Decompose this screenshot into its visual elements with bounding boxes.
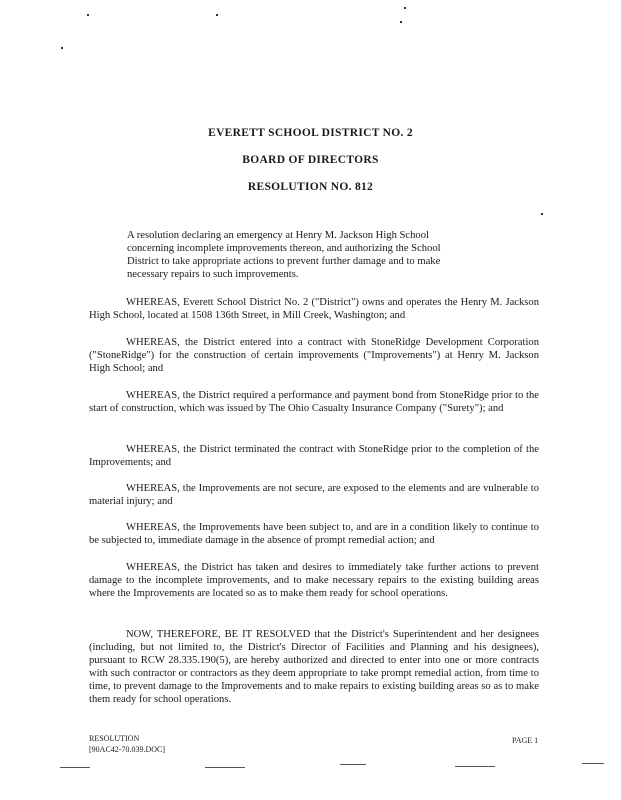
board-heading: BOARD OF DIRECTORS (242, 154, 379, 166)
scan-artifact-line (60, 767, 90, 768)
recital-paragraph: WHEREAS, the District required a performance and payment bond from StoneRidge prior to the start of construction, which was issued by The Ohio Casualty Insurance Company ("Surety"); and (89, 390, 539, 414)
scan-speck (216, 14, 218, 16)
recital-paragraph: WHEREAS, the District entered into a contract with StoneRidge Development Corporation ("StoneRidge") for the construction of certain improvements ("Improvements") at Henry M. Jackson High School; and (89, 337, 539, 374)
scan-artifact-line (205, 767, 245, 768)
scan-speck (404, 7, 406, 9)
scan-speck (61, 47, 63, 49)
recital-paragraph: WHEREAS, the Improvements have been subject to, and are in a condition likely to continue to be subjected to, immediate damage in the absence of prompt remedial action; and (89, 522, 539, 546)
footer-page-number: PAGE 1 (512, 736, 539, 745)
recital-paragraph: WHEREAS, the District terminated the contract with StoneRidge prior to the completion of the Improvements; and (89, 444, 539, 468)
district-heading: EVERETT SCHOOL DISTRICT NO. 2 (208, 127, 413, 139)
recital-paragraph: WHEREAS, Everett School District No. 2 ("District") owns and operates the Henry M. Jackson High School, located at 1508 136th Street, in Mill Creek, Washington; and (89, 297, 539, 321)
scan-artifact-line (582, 763, 604, 764)
recital-paragraph: WHEREAS, the Improvements are not secure, are exposed to the elements and are vulnerable to material injury; and (89, 483, 539, 507)
footer-doc-id: [90AC42-70.039.DOC] (89, 745, 165, 754)
scan-speck (541, 213, 543, 215)
recital-paragraph: WHEREAS, the District has taken and desires to immediately take further actions to prevent damage to the incomplete improvements, and to make necessary repairs to the existing building areas where the Improvements are located so as to make them ready for school operations. (89, 562, 539, 599)
resolution-number-heading: RESOLUTION NO. 812 (247, 181, 374, 193)
scan-artifact-line (455, 766, 495, 767)
footer-label: RESOLUTION (89, 734, 140, 743)
scan-speck (87, 14, 89, 16)
resolution-abstract: A resolution declaring an emergency at Henry M. Jackson High School concerning incomplete improvements thereon, and authorizing the School District to take appropriate actions to prevent further damage and to make necessary repairs to such improvements. (127, 230, 441, 280)
scan-speck (400, 21, 402, 23)
scan-artifact-line (340, 764, 366, 765)
resolved-paragraph: NOW, THEREFORE, BE IT RESOLVED that the District's Superintendent and her designees (including, but not limited to, the District's Director of Facilities and Planning and his designees), pursuant to RCW 28.335.190(5), are hereby authorized and directed to enter into one or more contracts with such contractor or contractors as they deem appropriate to take prompt remedial action, from time to time, to prevent damage to the Improvements and to make repairs to existing building areas so as to make them ready for school operations. (89, 629, 539, 705)
